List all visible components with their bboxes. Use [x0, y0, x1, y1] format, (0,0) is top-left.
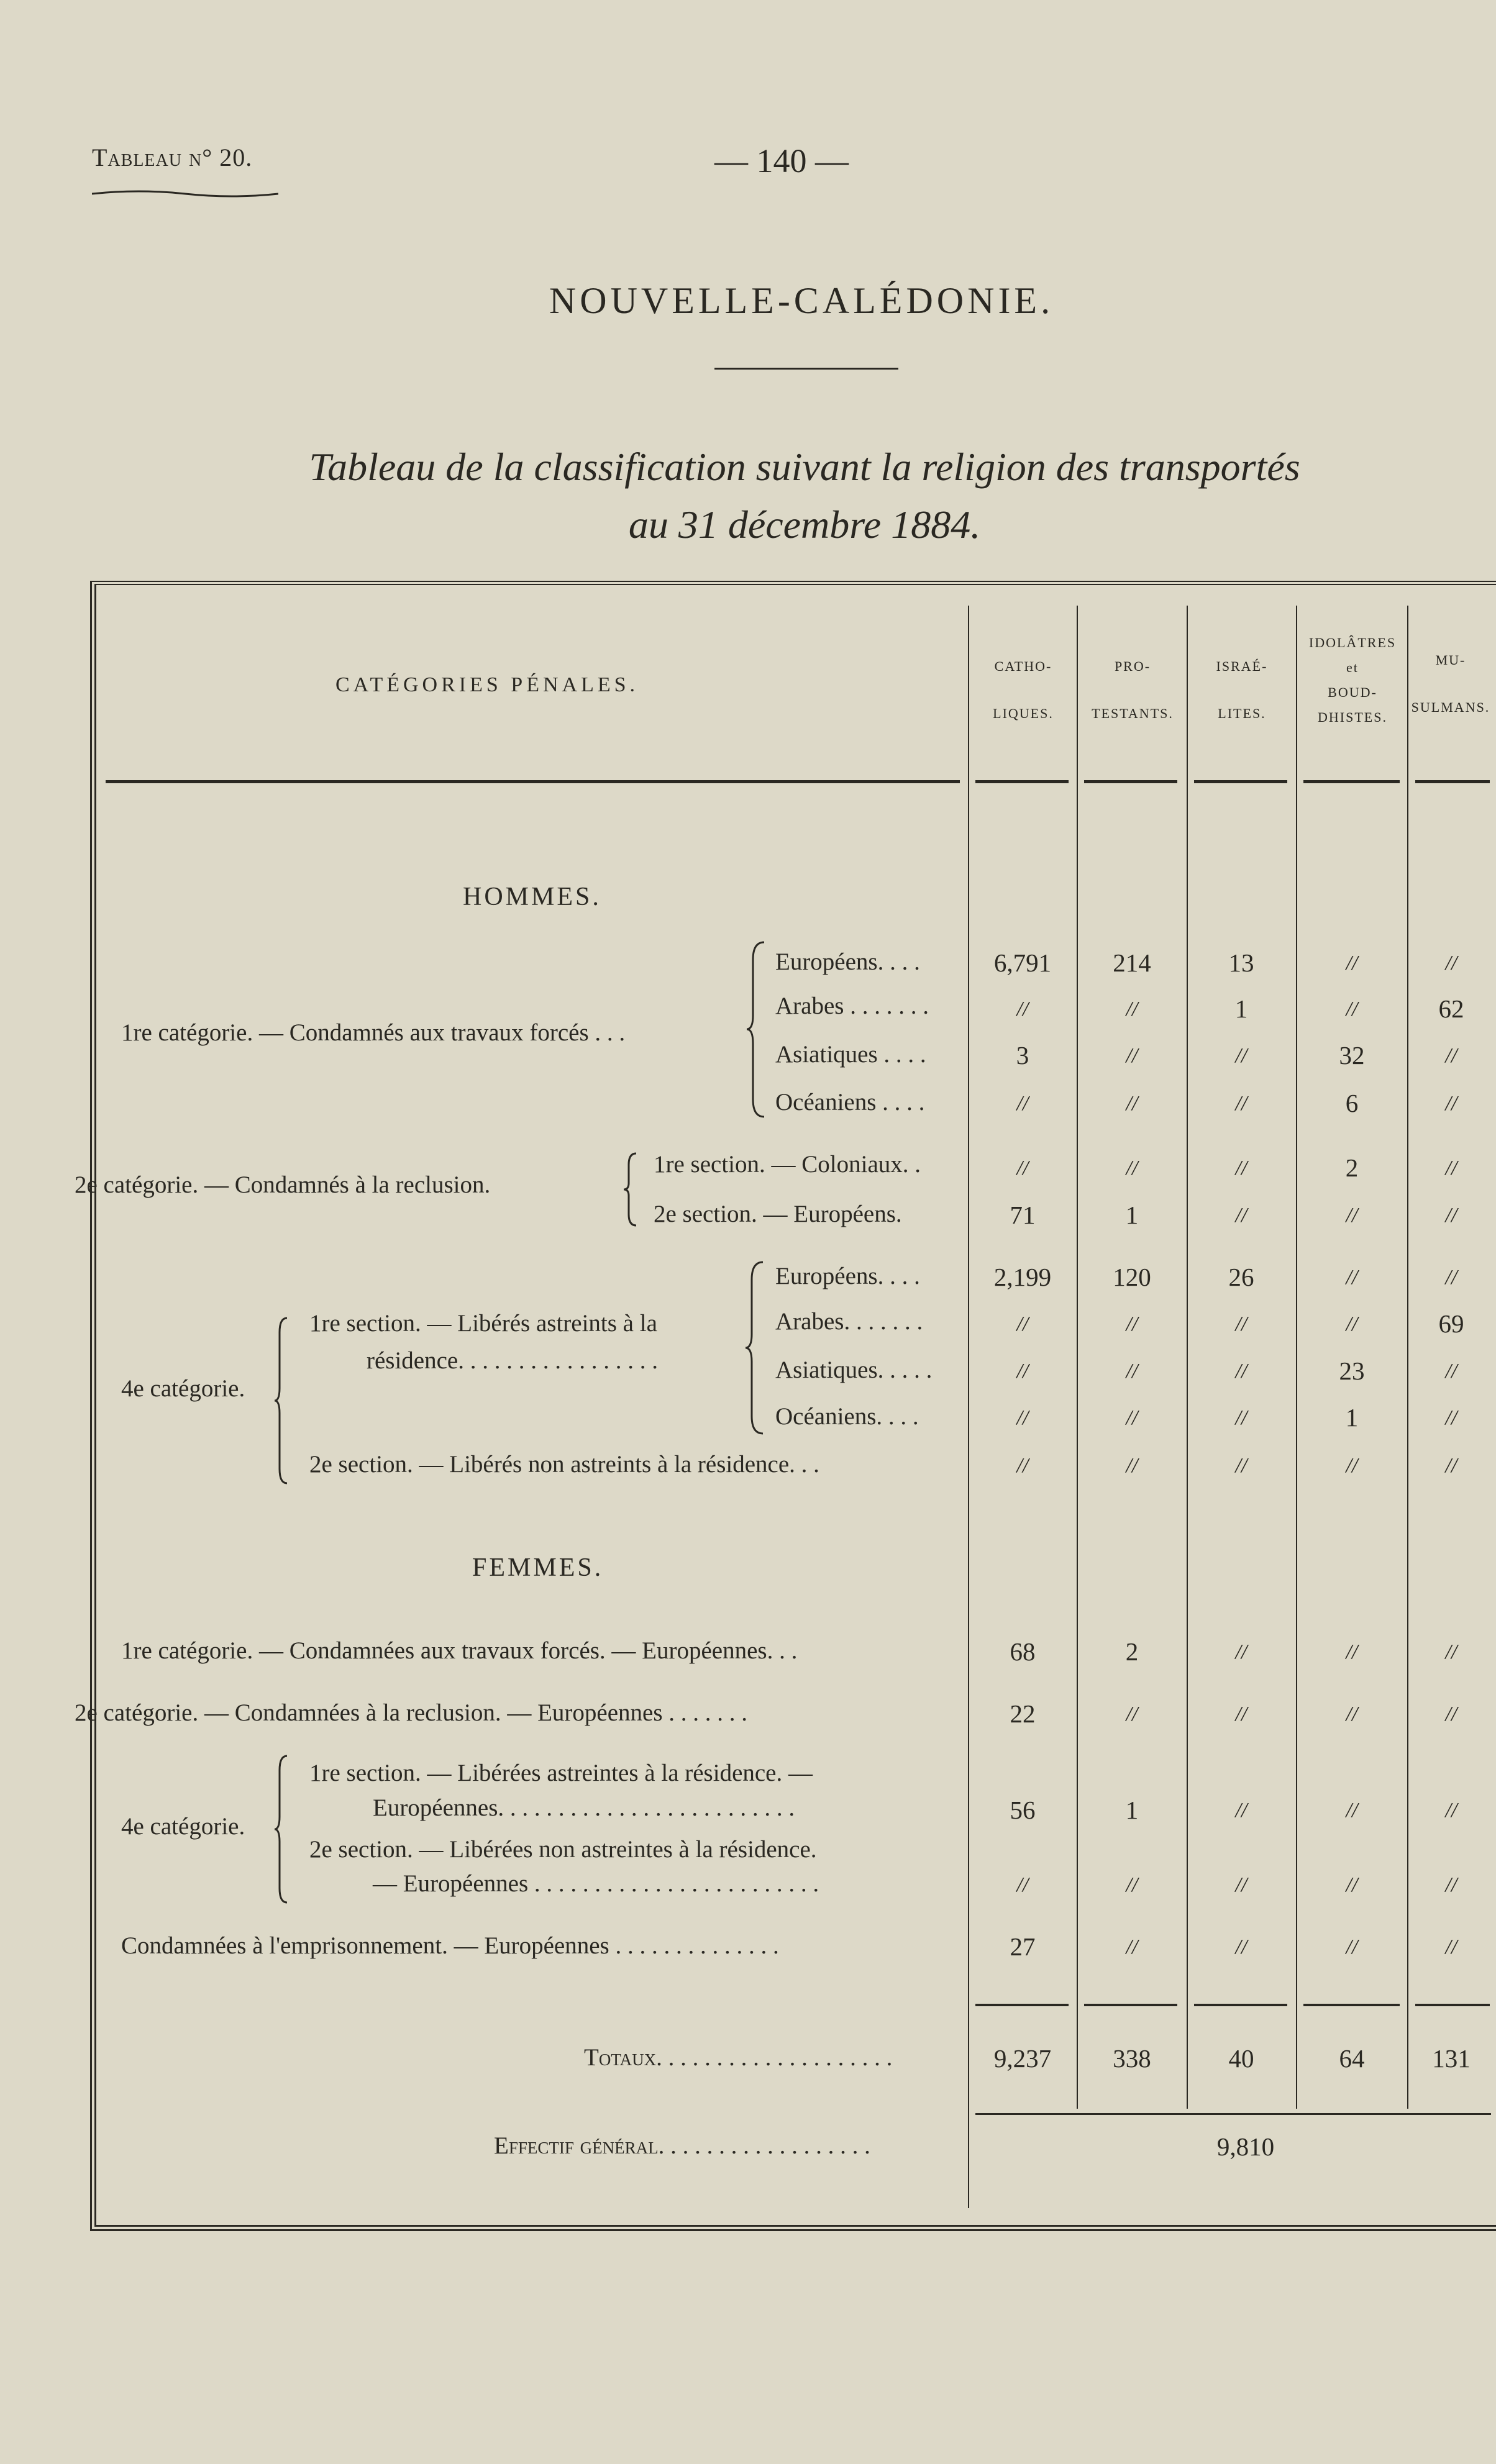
table-cell: //	[1346, 1703, 1358, 1725]
row-label: 2e section. — Européens.	[654, 1201, 902, 1227]
row-label: Asiatiques . . . .	[775, 1041, 926, 1068]
table-cell: //	[1126, 1044, 1138, 1067]
femmes-cat4-label: 4e catégorie.	[121, 1813, 245, 1840]
table-cell: 27	[1010, 1932, 1036, 1961]
table-cell: //	[1235, 1312, 1247, 1335]
title-rule	[714, 368, 898, 370]
table-cell: //	[1346, 1640, 1358, 1663]
column-rule	[1077, 606, 1078, 2109]
table-cell: //	[1016, 1157, 1029, 1180]
section-hommes: HOMMES.	[463, 883, 601, 911]
table-cell: 1	[1234, 994, 1248, 1023]
header-rule	[975, 780, 1069, 783]
table-cell: //	[1445, 952, 1457, 975]
row-label: Asiatiques. . . . .	[775, 1357, 933, 1383]
femmes-cat4-s1-label-cont: Européennes. . . . . . . . . . . . . . . . . . . . . . . . .	[373, 1794, 795, 1821]
table-cell: 6	[1345, 1089, 1359, 1117]
table-cell: //	[1235, 1204, 1247, 1227]
table-cell: //	[1235, 1703, 1247, 1725]
header-rule	[1194, 780, 1287, 783]
table-cell: 40	[1228, 2044, 1254, 2073]
table-cell: 1	[1125, 1796, 1139, 1824]
table-cell: //	[1445, 1406, 1457, 1429]
table-cell: //	[1346, 952, 1358, 975]
table-cell: 68	[1010, 1637, 1036, 1666]
page-number: — 140 —	[714, 142, 849, 180]
table-cell: 23	[1339, 1357, 1365, 1385]
table-cell: 2	[1125, 1637, 1139, 1666]
table-cell: //	[1126, 1312, 1138, 1335]
table-reference: Tableau n° 20.	[92, 143, 253, 171]
table-cell: //	[1445, 1640, 1457, 1663]
header-israelites: ISRAÉ- LITES.	[1216, 658, 1268, 721]
table-cell: //	[1126, 1157, 1138, 1180]
table-cell: //	[1126, 1406, 1138, 1429]
brace	[746, 941, 770, 1118]
table-cell: 62	[1438, 994, 1464, 1023]
total-rule	[1415, 2004, 1490, 2006]
total-rule	[1303, 2004, 1400, 2006]
table-cell: //	[1235, 1044, 1247, 1067]
column-rule	[1187, 606, 1188, 2109]
table-cell: //	[1235, 1873, 1247, 1896]
table-cell: //	[1346, 1873, 1358, 1896]
table-cell: //	[1445, 1157, 1457, 1180]
header-idolatres: IDOLÂTRES et BOUD- DHISTES.	[1308, 635, 1397, 725]
header-catholiques: CATHO- LIQUES.	[993, 658, 1054, 721]
table-cell: //	[1235, 1454, 1247, 1477]
column-rule	[1407, 606, 1408, 2109]
table-cell: //	[1016, 1360, 1029, 1383]
hommes-cat4-label: 4e catégorie.	[121, 1375, 245, 1402]
table-cell: //	[1016, 1406, 1029, 1429]
effectif-rule	[975, 2113, 1491, 2115]
table-cell: 56	[1010, 1796, 1036, 1824]
cat4-section2-label: 2e section. — Libérés non astreints à la résidence. . .	[309, 1451, 819, 1478]
table-cell: //	[1445, 1266, 1457, 1289]
table-cell: 64	[1339, 2044, 1365, 2073]
table-cell: //	[1126, 1360, 1138, 1383]
subtitle-line-2: au 31 décembre 1884.	[628, 502, 981, 547]
table-cell: //	[1126, 1703, 1138, 1725]
brace	[273, 1755, 292, 1904]
table-cell: //	[1346, 998, 1358, 1021]
table-cell: 1	[1125, 1201, 1139, 1229]
table-cell: //	[1235, 1092, 1247, 1115]
table-cell: 2	[1345, 1153, 1359, 1182]
column-rule	[968, 606, 969, 2208]
table-cell: //	[1235, 1360, 1247, 1383]
effectif-value: 9,810	[1216, 2132, 1275, 2161]
table-cell: //	[1235, 1799, 1247, 1822]
table-cell: 9,237	[993, 2044, 1052, 2073]
brace	[273, 1317, 292, 1484]
table-cell: //	[1016, 1092, 1029, 1115]
femmes-cat4-s2-label-cont: — Européennes . . . . . . . . . . . . . . . . . . . . . . . .	[373, 1870, 819, 1897]
femmes-cat4-s2-label: 2e section. — Libérées non astreintes à la résidence.	[309, 1836, 817, 1863]
row-label: Arabes. . . . . . .	[775, 1308, 923, 1335]
table-cell: 120	[1113, 1263, 1151, 1291]
table-cell: //	[1346, 1266, 1358, 1289]
table-cell: //	[1346, 1935, 1358, 1958]
table-cell: //	[1445, 1092, 1457, 1115]
row-label: Arabes . . . . . . .	[775, 993, 929, 1019]
table-cell: 6,791	[993, 948, 1052, 977]
table-cell: //	[1126, 1454, 1138, 1477]
total-rule	[975, 2004, 1069, 2006]
table-cell: //	[1445, 1873, 1457, 1896]
row-label: Européens. . . .	[775, 948, 920, 975]
totaux-label: Totaux. . . . . . . . . . . . . . . . . . . .	[584, 2044, 893, 2071]
table-cell: 3	[1016, 1041, 1029, 1070]
header-rule	[1415, 780, 1490, 783]
header-rule	[1084, 780, 1177, 783]
table-cell: //	[1346, 1799, 1358, 1822]
table-cell: //	[1016, 998, 1029, 1021]
table-cell: //	[1126, 1935, 1138, 1958]
header-musulmans: MU- SULMANS.	[1411, 652, 1490, 715]
table-cell: //	[1016, 1454, 1029, 1477]
femmes-row2-label: 2e catégorie. — Condamnées à la reclusion. — Européennes . . . . . . .	[75, 1699, 747, 1726]
header-rule	[1303, 780, 1400, 783]
table-cell: 32	[1339, 1041, 1365, 1070]
table-cell: 69	[1438, 1309, 1464, 1338]
main-title: NOUVELLE-CALÉDONIE.	[549, 280, 1054, 321]
table-cell: 26	[1228, 1263, 1254, 1291]
row-label: 1re section. — Coloniaux. .	[654, 1151, 921, 1178]
femmes-cat4-s1-label: 1re section. — Libérées astreintes à la résidence. —	[309, 1760, 813, 1786]
brace	[744, 1261, 769, 1435]
table-cell: //	[1346, 1204, 1358, 1227]
total-rule	[1194, 2004, 1287, 2006]
table-cell: //	[1445, 1360, 1457, 1383]
table-cell: //	[1016, 1873, 1029, 1896]
femmes-row1-label: 1re catégorie. — Condamnées aux travaux forcés. — Européennes. . .	[121, 1637, 798, 1664]
row-label: Océaniens. . . .	[775, 1403, 919, 1430]
table-cell: //	[1445, 1454, 1457, 1477]
cat4-section1-label-cont: résidence. . . . . . . . . . . . . . . . .	[367, 1347, 658, 1374]
header-rule	[106, 780, 960, 783]
total-rule	[1084, 2004, 1177, 2006]
table-cell: //	[1235, 1935, 1247, 1958]
header-categories: CATÉGORIES PÉNALES.	[335, 673, 639, 696]
table-cell: //	[1126, 1873, 1138, 1896]
row-label: Océaniens . . . .	[775, 1089, 925, 1116]
table-cell: 214	[1113, 948, 1151, 977]
table-cell: //	[1445, 1799, 1457, 1822]
table-cell: 71	[1010, 1201, 1036, 1229]
table-cell: //	[1235, 1406, 1247, 1429]
effectif-label: Effectif général. . . . . . . . . . . . . . . . . .	[494, 2132, 870, 2159]
table-cell: //	[1445, 1044, 1457, 1067]
table-cell: 2,199	[993, 1263, 1052, 1291]
row-label: Européens. . . .	[775, 1263, 920, 1289]
table-cell: 13	[1228, 948, 1254, 977]
table-cell: 1	[1345, 1403, 1359, 1432]
column-rule	[1296, 606, 1297, 2109]
hommes-cat2-label: 2e catégorie. — Condamnés à la reclusion.	[75, 1171, 491, 1198]
hommes-cat1-label: 1re catégorie. — Condamnés aux travaux forcés . . .	[121, 1019, 626, 1046]
table-cell: //	[1126, 1092, 1138, 1115]
table-cell: //	[1346, 1454, 1358, 1477]
section-femmes: FEMMES.	[472, 1553, 604, 1582]
ornament-swash	[92, 186, 278, 201]
table-cell: //	[1126, 998, 1138, 1021]
table-cell: //	[1445, 1935, 1457, 1958]
table-cell: //	[1445, 1703, 1457, 1725]
table-cell: 131	[1432, 2044, 1471, 2073]
femmes-emprisonnement-label: Condamnées à l'emprisonnement. — Européennes . . . . . . . . . . . . . .	[121, 1932, 779, 1959]
table-cell: //	[1445, 1204, 1457, 1227]
brace	[623, 1152, 641, 1227]
table-cell: //	[1235, 1640, 1247, 1663]
table-cell: //	[1016, 1312, 1029, 1335]
table-cell: //	[1346, 1312, 1358, 1335]
subtitle-line-1: Tableau de la classification suivant la religion des transportés	[309, 445, 1300, 489]
header-protestants: PRO- TESTANTS.	[1092, 658, 1174, 721]
cat4-section1-label: 1re section. — Libérés astreints à la	[309, 1310, 657, 1337]
table-cell: 338	[1113, 2044, 1151, 2073]
table-cell: //	[1235, 1157, 1247, 1180]
table-cell: 22	[1010, 1699, 1036, 1728]
